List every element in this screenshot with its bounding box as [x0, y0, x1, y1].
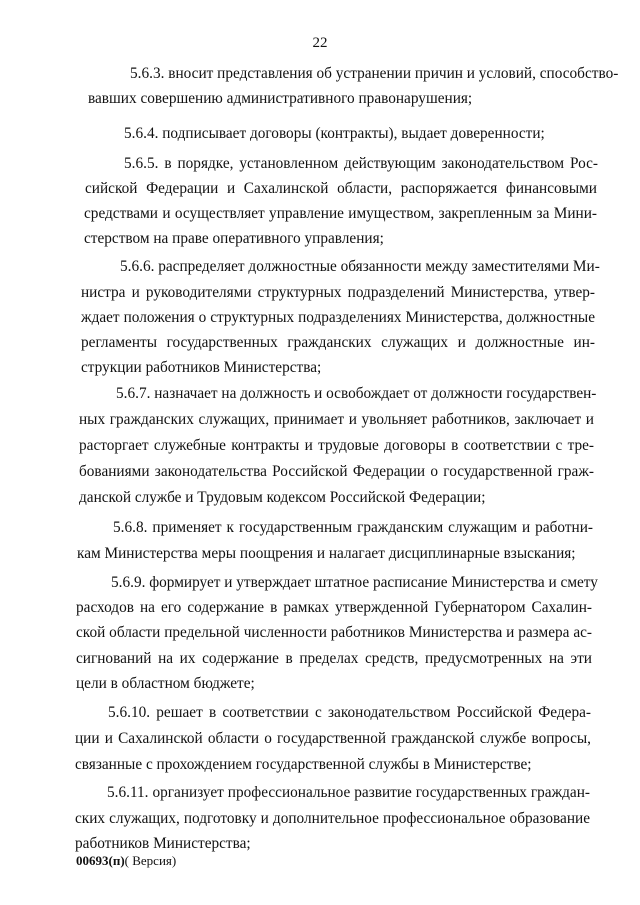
paragraph-5-6-7-line-2: ных гражданских служащих, принимает и увольняет работников, заключает и	[79, 411, 594, 428]
paragraph-5-6-5-line-2: сийской Федерации и Сахалинской области, распоряжается финансовыми	[85, 180, 597, 197]
paragraph-5-6-6-line-2: нистра и руководителями структурных подразделений Министерства, утвер-	[81, 284, 595, 301]
document-code-number: 00693(п)	[76, 853, 125, 868]
paragraph-5-6-6-line-3: ждает положения о структурных подразделениях Министерства, должностные	[81, 309, 595, 326]
paragraph-5-6-10-line-1: 5.6.10. решает в соответствии с законодательством Российской Федера-	[108, 704, 591, 721]
paragraph-5-6-3-line-2: вавших совершению административного правонарушения;	[88, 90, 473, 107]
paragraph-5-6-11-line-2: ских служащих, подготовку и дополнительное профессиональное образование	[75, 810, 590, 827]
paragraph-5-6-7-line-1: 5.6.7. назначает на должность и освобождает от должности государствен-	[116, 385, 597, 402]
paragraph-5-6-6-line-1: 5.6.6. распределяет должностные обязанности между заместителями Ми-	[120, 258, 600, 275]
paragraph-5-6-4-line-1: 5.6.4. подписывает договоры (контракты), выдает доверенности;	[124, 125, 545, 142]
paragraph-5-6-7-line-3: расторгает служебные контракты и трудовые договоры в соответствии с тре-	[79, 437, 594, 454]
page-number: 22	[312, 35, 328, 51]
document-code	[76, 853, 176, 869]
paragraph-5-6-11-line-3: работников Министерства;	[75, 835, 251, 852]
paragraph-5-6-9-line-5: цели в областном бюджете;	[76, 675, 255, 692]
paragraph-5-6-9-line-2: расходов на его содержание в рамках утвержденной Губернатором Сахалин-	[76, 599, 592, 616]
paragraph-5-6-7-line-5: данской службе и Трудовым кодексом Российской Федерации;	[79, 489, 486, 506]
paragraph-5-6-9-line-4: сигнований на их содержание в пределах средств, предусмотренных на эти	[76, 650, 592, 667]
paragraph-5-6-9-line-1: 5.6.9. формирует и утверждает штатное расписание Министерства и смету	[111, 574, 598, 591]
paragraph-5-6-8-line-1: 5.6.8. применяет к государственным гражданским служащим и работни-	[113, 519, 593, 536]
document-version: ( Версия)	[124, 853, 177, 868]
paragraph-5-6-6-line-5: струкции работников Министерства;	[81, 359, 322, 376]
paragraph-5-6-9-line-3: ской области предельной численности работников Министерства и размера ас-	[76, 624, 592, 641]
paragraph-5-6-10-line-2: ции и Сахалинской области о государственной гражданской службе вопросы,	[75, 730, 591, 747]
paragraph-5-6-7-line-4: бованиями законодательства Российской Федерации о государственной граж-	[79, 463, 594, 480]
paragraph-5-6-5-line-1: 5.6.5. в порядке, установленном действующим законодательством Рос-	[124, 155, 598, 172]
paragraph-5-6-10-line-3: связанные с прохождением государственной службы в Министерстве;	[75, 756, 532, 773]
paragraph-5-6-5-line-4: стерством на праве оперативного управления;	[84, 230, 384, 247]
paragraph-5-6-8-line-2: кам Министерства меры поощрения и налагает дисциплинарные взыскания;	[77, 545, 576, 562]
paragraph-5-6-3-line-1: 5.6.3. вносит представления об устранении причин и условий, способство-	[130, 65, 619, 82]
paragraph-5-6-11-line-1: 5.6.11. организует профессиональное развитие государственных граждан-	[107, 784, 590, 801]
paragraph-5-6-6-line-4: регламенты государственных гражданских служащих и должностные ин-	[81, 334, 595, 351]
paragraph-5-6-5-line-3: средствами и осуществляет управление имуществом, закрепленным за Мини-	[84, 205, 597, 222]
